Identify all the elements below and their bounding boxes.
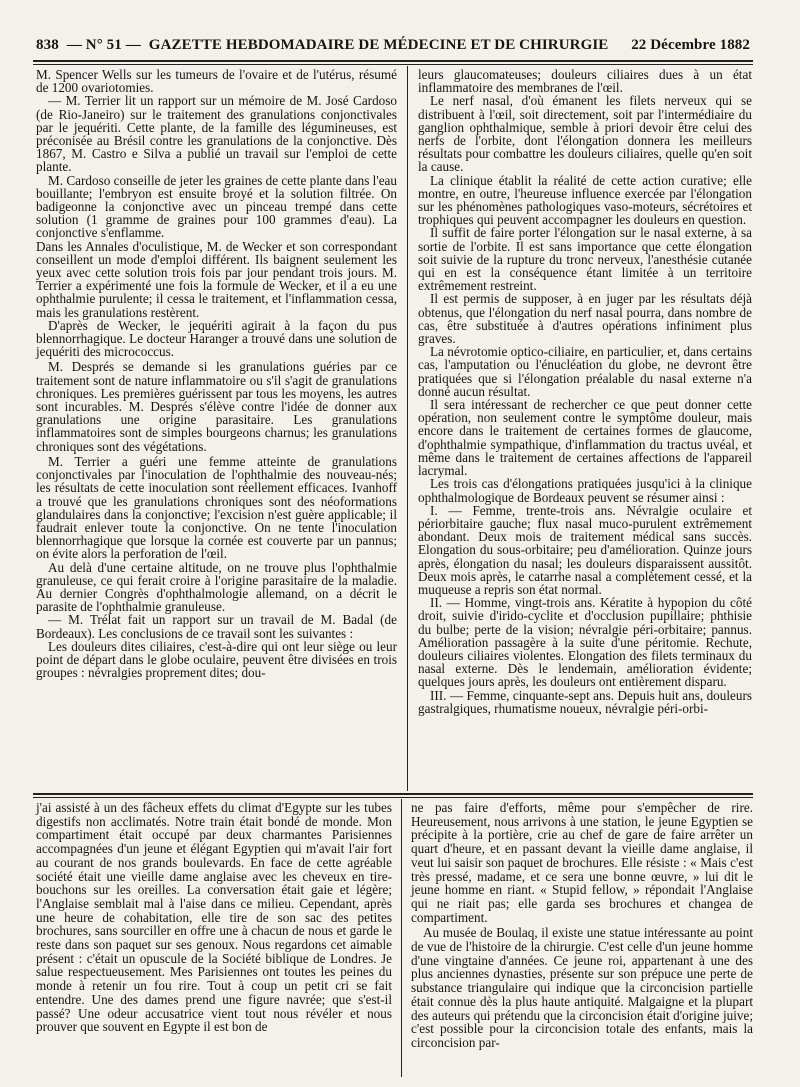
paragraph: D'après de Wecker, le jequériti agirait à la façon du pus blennorrhagique. Le docteur Haranger a trouvé dans une solution de jequériti des micrococcus. <box>36 317 397 360</box>
case-entry: III. — Femme, cinquante-sept ans. Depuis huit ans, douleurs gastralgiques, rhumatisme noueux, névralgie péri-orbi- <box>418 687 752 716</box>
paragraph: La clinique établit la réalité de cette action curative; elle montre, en outre, l'heureuse influence exercée par l'élongation sur les phénomènes pathologiques vaso-moteurs, sécrétoires et trophiques qui peuvent accompagner les douleurs en question. <box>418 172 752 228</box>
section-rule-thin <box>33 797 753 798</box>
paragraph: Les douleurs dites ciliaires, c'est-à-dire qui ont leur siège ou leur point de départ dans le globe oculaire, peuvent être divisées en trois groupes : névralgies proprement dites; dou- <box>36 638 397 681</box>
paragraph: M. Cardoso conseille de jeter les graines de cette plante dans l'eau bouillante; l'embryon est ensuite broyé et la solution filtrée. On badigeonne la conjonctive avec un pinceau trempé dans cette solution (1 gramme de graines pour 100 grammes d'eau). La conjonctive s'enflamme. <box>36 172 397 241</box>
paragraph: M. Terrier a guéri une femme atteinte de granulations conjonctivales par l'inoculation de l'ophthalmie des nouveau-nés; les résultats de cette inoculation sont réellement efficaces. Ivanhoff a trouvé que les granulations chroniques sont des néoformations glandulaires dans la conjonctive; l'excision n'est guère applicable; il faudrait enlever toute la conjonctive. On ne tente l'inoculation blennorrhagique que lorsque la cornée est couverte par un pannus; on évite alors la perforation de l'œil. <box>36 453 397 562</box>
paragraph: leurs glaucomateuses; douleurs ciliaires dues à un état inflammatoire des membranes de l'œil. <box>418 67 752 96</box>
case-entry: II. — Homme, vingt-trois ans. Kératite à hypopion du côté droit, suivie d'irido-cyclite et d'occlusion pupillaire; phthisie du bulbe; perte de la vision; névralgie péri-orbitaire; pannus. Amélioration passagère à la suite d'une péritomie. Rechute, douleurs ciliaires violentes. Elongation des filets terminaux du nasal externe. Dès le lendemain, amélioration évidente; quelques jours après, les douleurs ont entièrement disparu. <box>418 595 752 690</box>
paragraph: Au delà d'une certaine altitude, on ne trouve plus l'ophthalmie granuleuse, ce qui ferait croire à l'origine parasitaire de la maladie. Au dernier Congrès d'ophthalmologie allemand, on a décrit le parasite de l'ophthalmie granuleuse. <box>36 559 397 615</box>
paragraph: — M. Terrier lit un rapport sur un mémoire de M. José Cardoso (de Rio-Janeiro) sur le traitement des granulations conjonctivales par le jequériti. Cette plante, de la famille des légumineuses, est préconisée au Brésil contre les granulations de la conjonctive. Dès 1867, M. Castro e Silva a publié un travail sur l'emploi de cette plante. <box>36 93 397 175</box>
page-number: 838 <box>36 37 59 53</box>
section-rule <box>33 793 753 795</box>
upper-right-column <box>418 68 752 715</box>
lower-left-column <box>36 801 392 1034</box>
paragraph: Dans les Annales d'oculistique, M. de Wecker et son correspondant conseillent un mode d'emploi différent. Ils baignent seulement les yeux avec cette solution trois fois par jour pendant trois jours. M. Terrier a expérimenté une fois la formule de Wecker, et il a eu une ophthalmie purulente; il cessa le traitement, et l'inflammation cessa, mais les granulations restèrent. <box>36 238 397 320</box>
paragraph: Il est permis de supposer, à en juger par les résultats déjà obtenus, que l'élongation du nerf nasal pourra, dans nombre de cas, être substituée à d'autres opérations infiniment plus graves. <box>418 291 752 347</box>
upper-left-column <box>36 68 397 679</box>
journal-title: GAZETTE HEBDOMADAIRE DE MÉDECINE ET DE CHIRURGIE <box>148 37 609 53</box>
paragraph: — M. Trélat fait un rapport sur un travail de M. Badal (de Bordeaux). Les conclusions de ce travail sont les suivantes : <box>36 612 397 641</box>
case-entry: I. — Femme, trente-trois ans. Névralgie oculaire et périorbitaire gauche; flux nasal muco-purulent extrêmement abondant. Deux mois de traitement médical sans succès. Elongation du sous-orbitaire; peu d'amélioration. Quinze jours après, élongation du nasal; les douleurs disparaissent aussitôt. Deux mois après, le catarrhe nasal a complètement cessé, et la muqueuse a repris son état normal. <box>418 502 752 597</box>
paragraph: Le nerf nasal, d'où émanent les filets nerveux qui se distribuent à l'œil, soit directement, soit par l'intermédiaire du ganglion ophthalmique, semble à priori devoir être celui des nerfs de l'orbite, dont l'élongation donnera les meilleurs résultats pour combattre les douleurs ciliaires, quelle qu'en soit la cause. <box>418 93 752 175</box>
header-rule <box>33 60 753 62</box>
paragraph: j'ai assisté à un des fâcheux effets du climat d'Egypte sur les tubes digestifs non acclimatés. Notre train était bondé de monde. Mon compartiment était occupé par deux charmantes Parisiennes accompagnées d'un jeune et élégant Egyptien qui m'avait l'air fort au courant de nos grands boulevards. En face de cette agréable société était une vieille dame anglaise avec les cheveux en tire-bouchons sur les oreilles. La conversation était gaie et légère; l'Anglaise semblait mal à l'aise dans ce milieu. Cependant, après une heure de cohabitation, elle tire de son sac des petites brochures, sans sourciller en offre une à chacun de nous et garde le reste dans son paquet sur ses genoux. Nous regardons cet aimable présent : c'était un opuscule de la Société biblique de Londres. Je salue respectueusement. Mes Parisiennes ont toutes les peines du monde à retenir un fou rire. Tout à coup un petit cri se fait entendre. Une des dames prend une figure navrée; que s'est-il passé? Une odeur accusatrice vient tout nous révéler et nous prouver que souvent en Egypte il est bon de <box>36 800 392 1035</box>
paragraph: M. Després se demande si les granulations guéries par ce traitement sont de nature inflammatoire ou s'il s'agit de granulations chroniques. Les premières guérissent par tous les moyens, les autres sont incurables. M. Després s'élève contre l'idée de donner aux granulations une origine parasitaire. Les granulations inflammatoires sont de simples bourgeons charnus; les granulations chroniques sont des végétations. <box>36 359 397 454</box>
paragraph: Au musée de Boulaq, il existe une statue intéressante au point de vue de l'histoire de la chirurgie. C'est celle d'un jeune homme d'une vingtaine d'années. Ce jeune roi, appartenant à une des plus anciennes dynasties, présente sur son prépuce une perte de substance triangulaire qui indique que la circoncision partielle était connue dès la plus haute antiquité. Malgaigne et la plupart des auteurs qui prétendu que la circoncision était d'origine juive; c'est possible pour la circoncision totale des enfants, mais la circoncision par- <box>411 925 753 1050</box>
lower-right-column <box>411 801 753 1050</box>
column-divider-upper <box>407 66 408 791</box>
paragraph: Les trois cas d'élongations pratiquées jusqu'ici à la clinique ophthalmologique de Bordeaux peuvent se résumer ainsi : <box>418 476 752 505</box>
issue-date: 22 Décembre 1882 <box>631 37 750 53</box>
paragraph: Il suffit de faire porter l'élongation sur le nasal externe, à sa sortie de l'orbite. Il est sans importance que cette élongation soit suivie de la rupture du tronc nerveux, l'anesthésie cutanée qui en est la conséquence étant limitée à un territoire extrêmement restreint. <box>418 225 752 294</box>
paragraph: M. Spencer Wells sur les tumeurs de l'ovaire et de l'utérus, résumé de 1200 ovariotomies. <box>36 67 397 96</box>
paragraph: ne pas faire d'efforts, même pour s'empêcher de rire. Heureusement, nous arrivons à une station, le jeune Egyptien se précipite à la portière, crie au chef de gare de faire arrêter un quart d'heure, et en passant devant la vieille dame anglaise, il veut lui saisir son paquet de brochures. Elle résiste : « Mais c'est très pressé, madame, et ce sera une bonne œuvre, » lui dit le jeune homme en riant. « Stupid fellow, » répondait l'Anglaise qui ne riait pas; elle garda ses brochures et changea de compartiment. <box>411 800 753 925</box>
column-divider-lower <box>401 799 402 1077</box>
paragraph: Il sera intéressant de rechercher ce que peut donner cette opération, non seulement contre le symptôme douleur, mais encore dans le traitement de certaines formes de glaucome, d'ophthalmie sympathique, d'inflammation du tractus uvéal, et même dans le traitement de certaines affections de l'appareil lacrymal. <box>418 397 752 479</box>
header-rule-thin <box>33 64 753 65</box>
paragraph: La névrotomie optico-ciliaire, en particulier, et, dans certains cas, l'amputation ou l'énucléation du globe, ne devront être pratiquées que si l'élongation préalable du nasal externe n'a donné aucun résultat. <box>418 344 752 399</box>
issue-number: — N° 51 — <box>66 37 141 53</box>
page-header <box>36 37 750 57</box>
